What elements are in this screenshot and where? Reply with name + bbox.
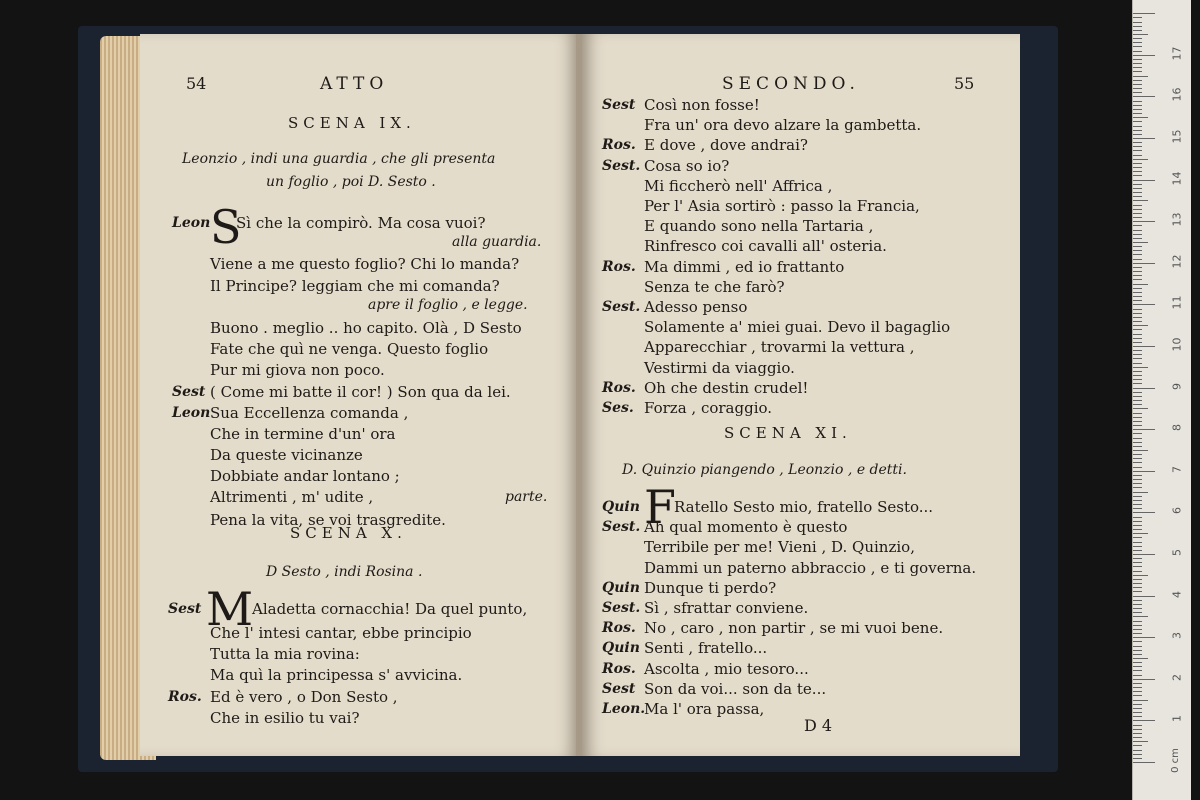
ruler-tick (1133, 34, 1148, 35)
ruler-tick (1133, 475, 1142, 476)
ruler-tick (1133, 708, 1142, 709)
ruler-tick (1133, 446, 1142, 447)
ruler-tick (1133, 80, 1142, 81)
ruler-tick (1133, 375, 1142, 376)
ruler-tick (1133, 600, 1142, 601)
ruler-tick (1133, 646, 1142, 647)
ruler-tick (1133, 575, 1148, 576)
ruler-tick (1133, 762, 1155, 763)
verse-line: Buono . meglio .. ho capito. Olà , D Sesto (210, 319, 522, 337)
ruler-tick (1133, 683, 1142, 684)
verse-line: Che l' intesi cantar, ebbe principio (210, 624, 472, 642)
ruler-tick (1133, 192, 1142, 193)
ruler-number: 9 (1170, 382, 1184, 390)
ruler-tick (1133, 271, 1142, 272)
ruler-tick (1133, 246, 1142, 247)
ruler-tick (1133, 288, 1142, 289)
speaker-label: Ros. (602, 258, 636, 275)
ruler-tick (1133, 745, 1142, 746)
ruler-tick (1133, 354, 1142, 355)
ruler-tick (1133, 417, 1142, 418)
ruler-tick (1133, 471, 1155, 472)
ruler-tick (1133, 650, 1142, 651)
ruler-tick (1133, 159, 1148, 160)
ruler-tick (1133, 425, 1142, 426)
ruler-tick (1133, 67, 1142, 68)
ruler-tick (1133, 442, 1142, 443)
ruler-tick (1133, 76, 1148, 77)
verse-line: Sì , sfrattar conviene. (644, 599, 809, 617)
speaker-label: Ses. (602, 400, 634, 416)
ruler-tick (1133, 38, 1142, 39)
ruler-tick (1133, 662, 1142, 663)
verse-line: Pena la vita, se voi trasgredite. (210, 511, 446, 529)
ruler-tick (1133, 259, 1142, 260)
ruler-tick (1133, 163, 1142, 164)
speaker-label: Sest. (602, 519, 641, 536)
drop-cap: F (644, 480, 676, 534)
ruler-tick (1133, 550, 1142, 551)
ruler-tick (1133, 88, 1142, 89)
ruler-tick (1133, 317, 1142, 318)
verse-line: Che in termine d'un' ora (210, 425, 396, 443)
ruler-number: 2 (1170, 673, 1184, 681)
verse-line: Cosa so io? (644, 156, 730, 175)
verse-line: ( Come mi batte il cor! ) Son qua da lei. (210, 383, 511, 401)
ruler-tick (1133, 508, 1142, 509)
verse-line: Oh che destin crudel! (644, 378, 809, 397)
ruler-tick (1133, 571, 1142, 572)
drop-cap: M (206, 582, 254, 636)
ruler-tick (1133, 105, 1142, 106)
ruler-tick (1133, 200, 1148, 201)
speaker-label: Quin (602, 640, 640, 657)
ruler-tick (1133, 737, 1142, 738)
ruler-tick (1133, 63, 1142, 64)
ruler-tick (1133, 670, 1142, 671)
ruler-tick (1133, 300, 1142, 301)
ruler-tick (1133, 733, 1142, 734)
speaker-label: Sest. (602, 157, 641, 174)
ruler-tick (1133, 562, 1142, 563)
ruler-tick (1133, 729, 1142, 730)
ruler-tick (1133, 55, 1155, 56)
ruler-tick (1133, 13, 1155, 14)
ruler-tick (1133, 334, 1142, 335)
ruler-tick (1133, 554, 1155, 555)
verse-line: Ascolta , mio tesoro... (644, 659, 809, 678)
speaker-label: Sest (602, 680, 636, 697)
verse-line: Il Principe? leggiam che mi comanda? (210, 277, 500, 295)
speaker-label: Ros. (602, 660, 636, 677)
ruler-tick (1133, 587, 1142, 588)
ruler-tick (1133, 700, 1148, 701)
page-number: 54 (186, 74, 207, 93)
ruler-tick (1133, 462, 1142, 463)
speaker-label: Quin (602, 499, 640, 515)
ruler-tick (1133, 725, 1142, 726)
ruler-tick (1133, 84, 1142, 85)
ruler-tick (1133, 712, 1142, 713)
page-number: 55 (954, 74, 975, 93)
verse-line: Ed è vero , o Don Sesto , (210, 688, 398, 706)
ruler-tick (1133, 346, 1155, 347)
stage-direction: Leonzio , indi una guardia , che gli presenta (182, 151, 496, 167)
ruler-number: 5 (1170, 549, 1184, 556)
ruler-tick (1133, 450, 1148, 451)
ruler-tick (1133, 230, 1142, 231)
ruler-tick (1133, 695, 1142, 696)
ruler-tick (1133, 658, 1148, 659)
ruler-tick (1133, 234, 1142, 235)
ruler-number: 16 (1170, 87, 1184, 102)
ruler-tick (1133, 279, 1142, 280)
ruler-tick (1133, 196, 1142, 197)
ruler-tick (1133, 379, 1142, 380)
ruler-tick (1133, 687, 1142, 688)
ruler-tick (1133, 321, 1142, 322)
speaker-label: Leon (172, 405, 211, 421)
ruler-number: 14 (1170, 171, 1184, 186)
ruler-number: 13 (1170, 212, 1184, 227)
ruler-tick (1133, 404, 1142, 405)
verse-line: Apparecchiar , trovarmi la vettura , (644, 338, 915, 357)
verse-line: Fate che quì ne venga. Questo foglio (210, 340, 489, 358)
verse-line: Terribile per me! Vieni , D. Quinzio, (644, 538, 915, 557)
ruler-tick (1133, 604, 1142, 605)
ruler-tick (1133, 521, 1142, 522)
ruler-tick (1133, 542, 1142, 543)
verse-line: Son da voi... son da te... (644, 679, 827, 698)
verse-line: Ratello Sesto mio, fratello Sesto... (674, 498, 934, 516)
ruler-tick (1133, 209, 1142, 210)
ruler-tick (1133, 546, 1142, 547)
ruler-tick (1133, 121, 1142, 122)
ruler-tick (1133, 458, 1142, 459)
speaker-label: Ros. (602, 620, 636, 637)
ruler-tick (1133, 238, 1142, 239)
verse-line: No , caro , non partir , se mi vuoi bene. (644, 619, 944, 638)
stage-direction: D Sesto , indi Rosina . (266, 564, 423, 580)
speaker-label: Sest (168, 601, 202, 617)
ruler-tick (1133, 167, 1142, 168)
ruler-tick (1133, 263, 1155, 264)
verse-line: Sua Eccellenza comanda , (210, 404, 409, 422)
ruler-tick (1133, 492, 1148, 493)
ruler-tick (1133, 479, 1142, 480)
ruler-number: 3 (1170, 632, 1184, 640)
ruler-number: 11 (1170, 295, 1184, 310)
verse-line: Aladetta cornacchia! Da quel punto, (252, 600, 528, 618)
ruler-tick (1133, 720, 1155, 721)
scene-title: SCENA X. (290, 524, 407, 542)
ruler-tick (1133, 675, 1142, 676)
ruler-tick (1133, 512, 1155, 513)
ruler-tick (1133, 716, 1142, 717)
verse-line: Dunque ti perdo? (644, 578, 777, 597)
ruler-number: 10 (1170, 337, 1184, 352)
ruler-tick (1133, 750, 1142, 751)
ruler-tick (1133, 637, 1155, 638)
ruler-tick (1133, 329, 1142, 330)
verse-line: Rinfresco coi cavalli all' osteria. (644, 237, 887, 256)
verse-line: Senza te che farò? (644, 277, 785, 296)
ruler-tick (1133, 117, 1148, 118)
ruler-tick (1133, 633, 1142, 634)
verse-line: Altrimenti , m' udite , (210, 488, 374, 506)
speaker-label: Leon. (602, 701, 646, 717)
verse-line: Sì che la compirò. Ma cosa vuoi? (236, 214, 486, 232)
ruler-tick (1133, 109, 1142, 110)
ruler-tick (1133, 596, 1155, 597)
ruler-tick (1133, 342, 1142, 343)
measuring-ruler (1132, 0, 1191, 800)
ruler-tick (1133, 704, 1142, 705)
ruler-tick (1133, 500, 1142, 501)
ruler-number: 15 (1170, 129, 1184, 144)
stage-direction: apre il foglio , e legge. (368, 297, 528, 313)
ruler-tick (1133, 150, 1142, 151)
ruler-tick (1133, 433, 1142, 434)
ruler-number: 12 (1170, 254, 1184, 269)
ruler-tick (1133, 225, 1142, 226)
ruler-tick (1133, 184, 1142, 185)
ruler-tick (1133, 654, 1142, 655)
ruler-tick (1133, 92, 1142, 93)
speaker-label: Quin (602, 579, 640, 596)
speaker-label: Sest (602, 97, 636, 113)
ruler-tick (1133, 529, 1142, 530)
verse-line: Pur mi giova non poco. (210, 361, 385, 379)
ruler-tick (1133, 741, 1148, 742)
ruler-tick (1133, 629, 1142, 630)
ruler-tick (1133, 138, 1155, 139)
ruler-tick (1133, 59, 1142, 60)
speaker-label: Sest (172, 384, 206, 400)
ruler-tick (1133, 400, 1142, 401)
ruler-tick (1133, 421, 1142, 422)
ruler-tick (1133, 758, 1142, 759)
ruler-tick (1133, 51, 1142, 52)
verse-line: Vestirmi da viaggio. (644, 358, 795, 377)
speaker-label: Ros. (602, 137, 636, 154)
ruler-tick (1133, 30, 1142, 31)
stage-direction: alla guardia. (452, 234, 542, 250)
ruler-tick (1133, 17, 1142, 18)
ruler-tick (1133, 350, 1142, 351)
verse-line: Ah qual momento è questo (644, 518, 848, 537)
ruler-tick (1133, 625, 1142, 626)
ruler-tick (1133, 533, 1148, 534)
ruler-tick (1133, 612, 1142, 613)
ruler-tick (1133, 608, 1142, 609)
ruler-tick (1133, 383, 1142, 384)
verse-line: Dammi un paterno abbraccio , e ti governa. (644, 558, 977, 577)
ruler-tick (1133, 71, 1142, 72)
right-page (582, 34, 1020, 756)
ruler-tick (1133, 367, 1148, 368)
ruler-tick (1133, 537, 1142, 538)
verse-line: Mi ficcherò nell' Affrica , (644, 176, 833, 195)
ruler-tick (1133, 483, 1142, 484)
ruler-tick (1133, 275, 1142, 276)
verse-line: E quando sono nella Tartaria , (644, 217, 874, 236)
stage-direction: D. Quinzio piangendo , Leonzio , e detti. (622, 462, 907, 478)
ruler-tick (1133, 46, 1142, 47)
ruler-tick (1133, 616, 1148, 617)
drop-cap: S (210, 200, 242, 254)
verse-line: Per l' Asia sortirò : passo la Francia, (644, 197, 920, 215)
ruler-tick (1133, 413, 1142, 414)
running-head: SECONDO. (722, 74, 860, 94)
verse-line: Tutta la mia rovina: (210, 645, 360, 663)
ruler-tick (1133, 180, 1155, 181)
verse-line: Senti , fratello... (644, 639, 768, 658)
ruler-tick (1133, 679, 1155, 680)
speaker-label: Sest. (602, 600, 641, 616)
ruler-tick (1133, 325, 1148, 326)
ruler-tick (1133, 388, 1155, 389)
ruler-unit-label: 0 cm (1169, 748, 1181, 773)
ruler-tick (1133, 408, 1148, 409)
ruler-tick (1133, 392, 1142, 393)
ruler-tick (1133, 101, 1142, 102)
ruler-tick (1133, 363, 1142, 364)
ruler-tick (1133, 579, 1142, 580)
left-page (140, 34, 578, 756)
ruler-tick (1133, 467, 1142, 468)
ruler-tick (1133, 250, 1142, 251)
ruler-tick (1133, 188, 1142, 189)
ruler-tick (1133, 217, 1142, 218)
ruler-tick (1133, 254, 1142, 255)
verse-line: Così non fosse! (644, 96, 760, 114)
ruler-tick (1133, 146, 1142, 147)
scene-title: SCENA IX. (288, 114, 416, 132)
speaker-label: Ros. (168, 689, 202, 705)
ruler-tick (1133, 496, 1142, 497)
speaker-label: Ros. (602, 379, 636, 396)
ruler-tick (1133, 22, 1142, 23)
ruler-tick (1133, 454, 1142, 455)
verse-line: E dove , dove andrai? (644, 136, 808, 155)
verse-line: Ma quì la principessa s' avvicina. (210, 666, 463, 684)
exit-note: parte. (505, 489, 548, 505)
ruler-tick (1133, 396, 1142, 397)
ruler-tick (1133, 175, 1142, 176)
ruler-number: 17 (1170, 46, 1184, 61)
ruler-tick (1133, 313, 1142, 314)
ruler-tick (1133, 504, 1142, 505)
ruler-tick (1133, 242, 1148, 243)
ruler-tick (1133, 113, 1142, 114)
verse-line: Ma l' ora passa, (644, 700, 765, 718)
verse-line: Dobbiate andar lontano ; (210, 467, 400, 485)
speaker-label: Sest. (602, 299, 641, 315)
ruler-number: 6 (1170, 507, 1184, 515)
ruler-tick (1133, 292, 1142, 293)
ruler-number: 8 (1170, 424, 1184, 432)
ruler-tick (1133, 525, 1142, 526)
ruler-tick (1133, 221, 1155, 222)
ruler-tick (1133, 621, 1142, 622)
ruler-tick (1133, 142, 1142, 143)
verse-line: Adesso penso (644, 298, 748, 316)
ruler-tick (1133, 338, 1142, 339)
ruler-tick (1133, 26, 1142, 27)
ruler-tick (1133, 205, 1142, 206)
ruler-tick (1133, 296, 1142, 297)
verse-line: Solamente a' miei guai. Devo il bagaglio (644, 318, 951, 337)
ruler-tick (1133, 487, 1142, 488)
ruler-number: 7 (1170, 465, 1184, 473)
ruler-tick (1133, 517, 1142, 518)
verse-line: Viene a me questo foglio? Chi lo manda? (210, 255, 520, 273)
ruler-tick (1133, 155, 1142, 156)
running-head: ATTO (320, 74, 389, 94)
ruler-tick (1133, 126, 1142, 127)
ruler-tick (1133, 566, 1142, 567)
ruler-tick (1133, 358, 1142, 359)
speaker-label: Leon (172, 215, 211, 231)
ruler-tick (1133, 96, 1155, 97)
signature-mark: D 4 (804, 716, 833, 735)
ruler-tick (1133, 284, 1148, 285)
ruler-number: 4 (1170, 590, 1184, 598)
verse-line: Da queste vicinanze (210, 446, 363, 464)
ruler-tick (1133, 666, 1142, 667)
verse-line: Che in esilio tu vai? (210, 709, 360, 727)
verse-line: Forza , coraggio. (644, 399, 773, 417)
ruler-tick (1133, 309, 1142, 310)
scene-title: SCENA XI. (724, 424, 852, 442)
ruler-tick (1133, 171, 1142, 172)
ruler-tick (1133, 429, 1155, 430)
ruler-tick (1133, 130, 1142, 131)
ruler-tick (1133, 134, 1142, 135)
ruler-tick (1133, 754, 1142, 755)
ruler-tick (1133, 558, 1142, 559)
ruler-tick (1133, 304, 1155, 305)
ruler-number: 1 (1170, 715, 1184, 723)
verse-line: Ma dimmi , ed io frattanto (644, 257, 845, 276)
ruler-tick (1133, 371, 1142, 372)
ruler-tick (1133, 583, 1142, 584)
ruler-tick (1133, 691, 1142, 692)
ruler-tick (1133, 438, 1142, 439)
ruler-tick (1133, 42, 1142, 43)
ruler-tick (1133, 641, 1142, 642)
ruler-tick (1133, 213, 1142, 214)
ruler-tick (1133, 267, 1142, 268)
verse-line: Fra un' ora devo alzare la gambetta. (644, 116, 922, 135)
stage-direction: un foglio , poi D. Sesto . (266, 174, 436, 190)
ruler-tick (1133, 591, 1142, 592)
